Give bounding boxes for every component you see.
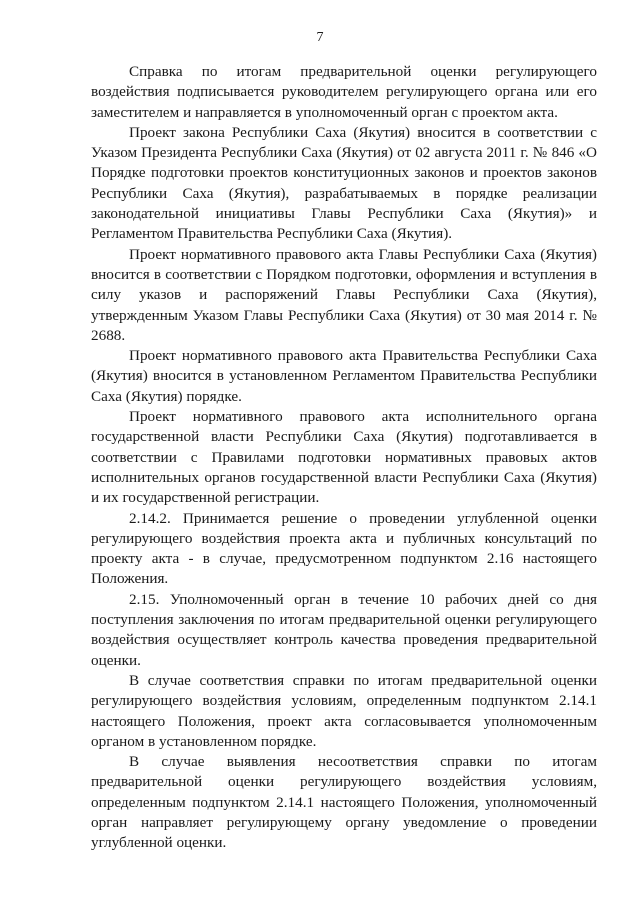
paragraph-clause-2-15: 2.15. Уполномоченный орган в течение 10 рабочих дней со дня поступления заключения по итогам предварительной оценки регулирующего воздействия осуществляет контроль качества проведения предварительной оценки. [91,590,597,669]
paragraph-government-act-draft: Проект нормативного правового акта Правительства Республики Саха (Якутия) вносится в установленном Регламентом Правительства Республики Саха (Якутия) порядке. [91,347,597,405]
paragraph-executive-body-act-draft: Проект нормативного правового акта исполнительного органа государственной власти Республики Саха (Якутия) подготавливается в соответствии с Правилами подготовки нормативных правовых актов исполнительных органов государственной власти Республики Саха (Якутия) и их государственной регистрации. [91,408,597,507]
page-number: 7 [316,30,324,45]
paragraph-report-signing: Справка по итогам предварительной оценки регулирующего воздействия подписывается руководителем регулирующего органа или его заместителем и направляется в уполномоченный орган с проектом акта. [91,63,597,121]
document-body [91,62,597,854]
paragraph-law-draft: Проект закона Республики Саха (Якутия) вносится в соответствии с Указом Президента Республики Саха (Якутия) от 02 августа 2011 г. № 846 «О Порядке подготовки проектов конституционных законов и проектов законов Республики Саха (Якутия), разрабатываемых в порядке реализации законодательной инициативы Главы Республики Саха (Якутия)» и Регламентом Правительства Республики Саха (Якутия). [91,123,597,243]
paragraph-clause-2-14-2: 2.14.2. Принимается решение о проведении углубленной оценки регулирующего воздействия проекта акта и публичных консультаций по проекту акта - в случае, предусмотренном подпунктом 2.16 настоящего Положения. [91,509,597,588]
paragraph-head-act-draft: Проект нормативного правового акта Главы Республики Саха (Якутия) вносится в соответствии с Порядком подготовки, оформления и вступления в силу указов и распоряжений Главы Республики Саха (Якутия), утвержденным Указом Главы Республики Саха (Якутия) от 30 мая 2014 г. № 2688. [91,245,597,344]
paragraph-compliance-case: В случае соответствия справки по итогам предварительной оценки регулирующего воздействия условиям, определенным подпунктом 2.14.1 настоящего Положения, проект акта согласовывается уполномоченным органом в установленном порядке. [91,671,597,750]
paragraph-noncompliance-case: В случае выявления несоответствия справки по итогам предварительной оценки регулирующего воздействия условиям, определенным подпунктом 2.14.1 настоящего Положения, уполномоченный орган направляет регулирующему органу уведомление о проведении углубленной оценки. [91,753,597,852]
